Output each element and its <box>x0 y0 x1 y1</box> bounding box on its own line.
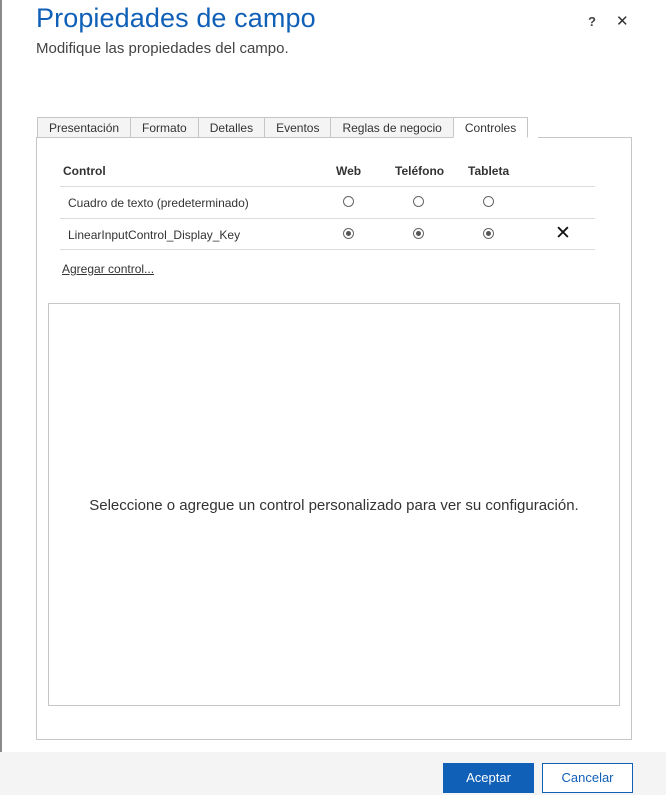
tab-bar <box>37 117 528 138</box>
tab-reglas-de-negocio[interactable]: Reglas de negocio <box>330 117 452 138</box>
table-divider <box>60 218 595 219</box>
tab-eventos[interactable]: Eventos <box>264 117 330 138</box>
tab-formato[interactable]: Formato <box>130 117 198 138</box>
window-edge <box>0 0 2 795</box>
table-divider <box>60 249 595 250</box>
table-divider <box>60 186 595 187</box>
control-config-area <box>48 303 620 706</box>
config-placeholder-message: Seleccione o agregue un control personalizado para ver su configuración. <box>89 497 579 514</box>
radio-tablet-row-1[interactable] <box>483 196 494 207</box>
accept-button[interactable]: Aceptar <box>443 763 534 793</box>
add-control-link[interactable]: Agregar control... <box>62 262 155 276</box>
column-header-web: Web <box>336 164 362 178</box>
radio-phone-row-1[interactable] <box>413 196 424 207</box>
radio-tablet-row-2[interactable] <box>483 228 494 239</box>
help-icon[interactable]: ? <box>588 14 596 29</box>
table-row-control-name[interactable]: Cuadro de texto (predeterminado) <box>68 196 249 210</box>
tab-detalles[interactable]: Detalles <box>198 117 264 138</box>
column-header-control: Control <box>63 164 106 178</box>
table-row-control-name[interactable]: LinearInputControl_Display_Key <box>68 228 241 242</box>
tab-controles[interactable]: Controles <box>453 117 528 138</box>
dialog-subtitle: Modifique las propiedades del campo. <box>36 40 289 57</box>
tab-presentacion[interactable]: Presentación <box>37 117 130 138</box>
close-icon[interactable]: ✕ <box>616 13 629 30</box>
radio-web-row-1[interactable] <box>343 196 354 207</box>
column-header-tablet: Tableta <box>468 164 510 178</box>
radio-phone-row-2[interactable] <box>413 228 424 239</box>
radio-web-row-2[interactable] <box>343 228 354 239</box>
cancel-button[interactable]: Cancelar <box>542 763 633 793</box>
column-header-phone: Teléfono <box>395 164 445 178</box>
remove-control-icon[interactable]: ✕ <box>555 223 571 244</box>
dialog-title: Propiedades de campo <box>36 3 316 33</box>
